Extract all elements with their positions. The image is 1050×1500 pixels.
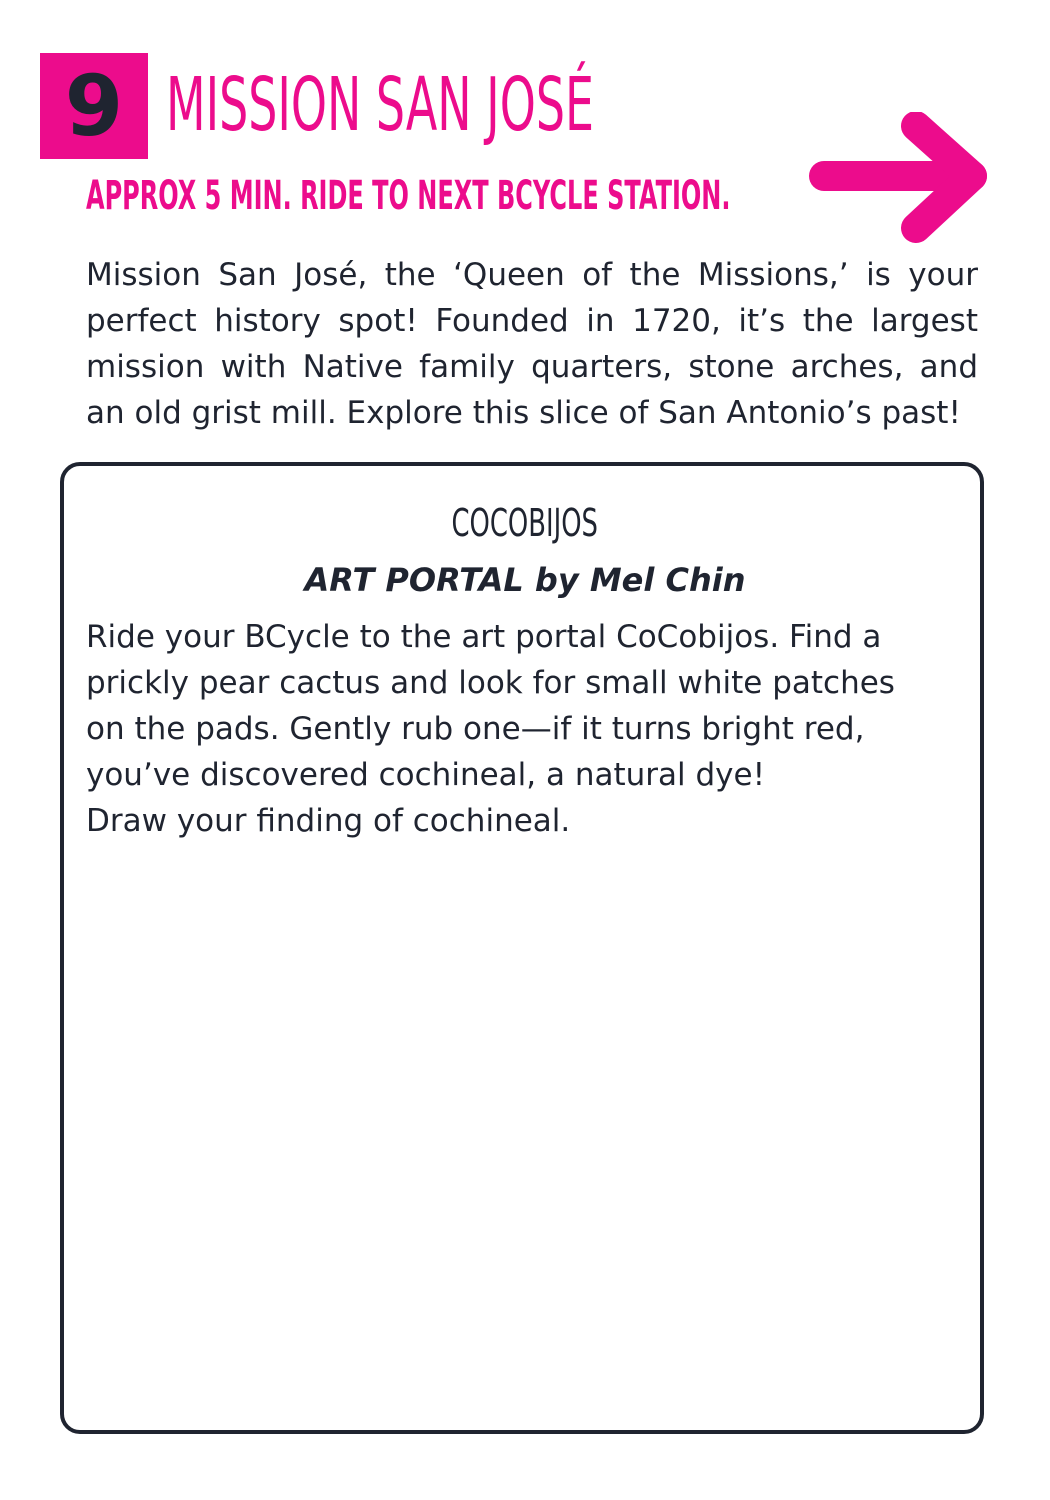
stop-number-badge xyxy=(40,53,148,159)
activity-instructions: Ride your BCycle to the art portal CoCobijos. Find a prickly pear cactus and look for small white patches on the pads. Gently rub one—if it turns bright red, you’ve discovered cochineal, a natural dye! Draw your finding of cochineal. xyxy=(86,619,895,839)
activity-panel xyxy=(60,462,984,1434)
intro-paragraph: Mission San José, the ‘Queen of the Missions,’ is your perfect history spot! Founded in 1720, it’s the largest mission with Native family quarters, stone arches, and an old grist mill. Explore this slice of San Antonio’s past! xyxy=(86,257,978,431)
stop-number: 9 xyxy=(64,57,124,155)
activity-subtitle: ART PORTAL by Mel Chin xyxy=(304,561,746,599)
activity-title xyxy=(0,501,1050,545)
ride-time-subtitle: APPROX 5 MIN. RIDE TO NEXT BCYCLE STATION. xyxy=(86,173,731,219)
right-arrow-icon xyxy=(808,112,992,244)
activity-title-text: COCOBIJOS xyxy=(451,501,599,545)
page-title: MISSION SAN JOSÉ xyxy=(166,62,594,148)
